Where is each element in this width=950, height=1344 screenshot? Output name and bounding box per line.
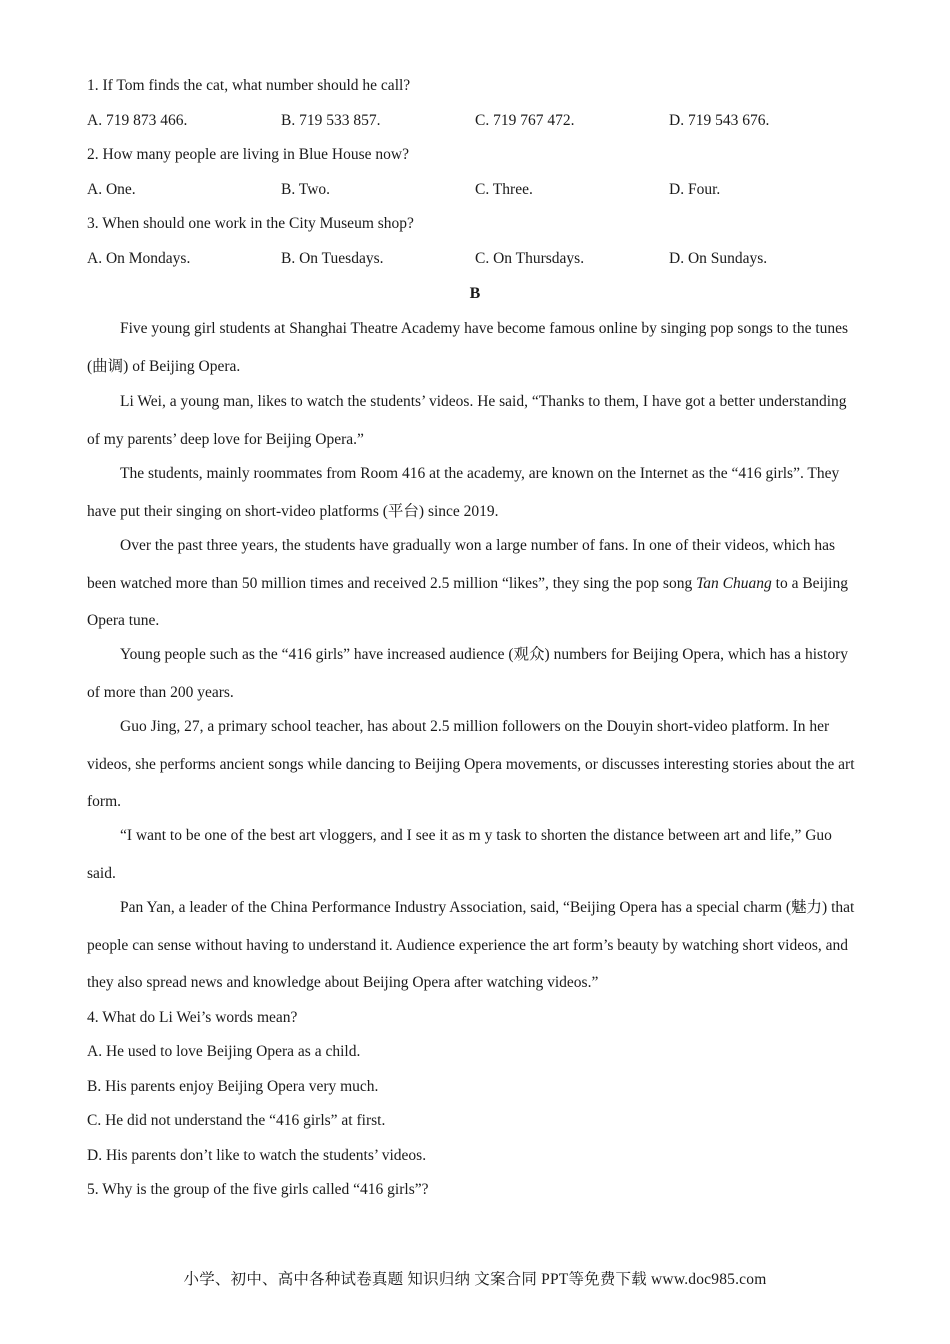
passage-paragraph-4: [87, 527, 863, 640]
q2-option-d: D. Four.: [669, 181, 721, 198]
passage-paragraph-8: Pan Yan, a leader of the China Performance Industry Association, said, “Beijing Opera has a special charm (魅力) that people can sense without having to understand it. Audience experience the art form’s beauty by watching short videos, and they also spread news and knowledge about Beijing Opera after watching videos.”: [87, 899, 855, 991]
question-3: 3. When should one work in the City Museum shop?: [87, 215, 414, 232]
q4-option-d: D. His parents don’t like to watch the students’ videos.: [87, 1147, 427, 1164]
question-1: 1. If Tom finds the cat, what number should he call?: [87, 77, 411, 94]
q4-option-a: A. He used to love Beijing Opera as a child.: [87, 1043, 361, 1060]
q1-option-a: A. 719 873 466.: [87, 112, 188, 129]
question-2: 2. How many people are living in Blue House now?: [87, 146, 409, 163]
q1-option-c: C. 719 767 472.: [475, 112, 575, 129]
q4-option-b: B. His parents enjoy Beijing Opera very much.: [87, 1078, 379, 1095]
passage-paragraph-3: The students, mainly roommates from Room 416 at the academy, are known on the Internet as the “416 girls”. They have put their singing on short-video platforms (平台) since 2019.: [87, 465, 840, 520]
passage-paragraph-6: Guo Jing, 27, a primary school teacher, has about 2.5 million followers on the Douyin short-video platform. In her videos, she performs ancient songs while dancing to Beijing Opera movements, or discusses interesting stories about the art form.: [87, 718, 855, 810]
q3-option-c: C. On Thursdays.: [475, 250, 585, 267]
q1-option-d: D. 719 543 676.: [669, 112, 770, 129]
passage-paragraph-1: Five young girl students at Shanghai Theatre Academy have become famous online by singing pop songs to the tunes (曲调) of Beijing Opera.: [87, 320, 849, 375]
q4-option-c: C. He did not understand the “416 girls” at first.: [87, 1112, 386, 1129]
question-4: 4. What do Li Wei’s words mean?: [87, 1009, 298, 1026]
section-title: B: [469, 285, 481, 302]
q3-option-a: A. On Mondays.: [87, 250, 191, 267]
q3-option-b: B. On Tuesdays.: [281, 250, 384, 267]
passage-paragraph-2: Li Wei, a young man, likes to watch the students’ videos. He said, “Thanks to them, I have got a better understanding of my parents’ deep love for Beijing Opera.”: [87, 393, 847, 448]
p4-text-after: to a Beijing Opera tune.: [87, 574, 848, 629]
q3-option-d: D. On Sundays.: [669, 250, 768, 267]
passage-paragraph-7: “I want to be one of the best art vloggers, and I see it as m y task to shorten the distance between art and life,” Guo said.: [87, 827, 832, 882]
q2-option-b: B. Two.: [281, 181, 331, 198]
question-5: 5. Why is the group of the five girls called “416 girls”?: [87, 1181, 429, 1198]
song-title: Tan Chuang: [696, 574, 772, 592]
q2-option-c: C. Three.: [475, 181, 533, 198]
p4-text-before: Over the past three years, the students have gradually won a large number of fans. In one of their videos, which has been watched more than 50 million times and received 2.5 million “likes”, they sing the pop song: [87, 537, 836, 592]
q2-option-a: A. One.: [87, 181, 136, 198]
passage-paragraph-5: Young people such as the “416 girls” have increased audience (观众) numbers for Beijing Opera, which has a history of more than 200 years.: [87, 646, 849, 701]
q1-option-b: B. 719 533 857.: [281, 112, 381, 129]
footer-banner: 小学、初中、高中各种试卷真题 知识归纳 文案合同 PPT等免费下载 www.doc985.com: [183, 1271, 767, 1288]
